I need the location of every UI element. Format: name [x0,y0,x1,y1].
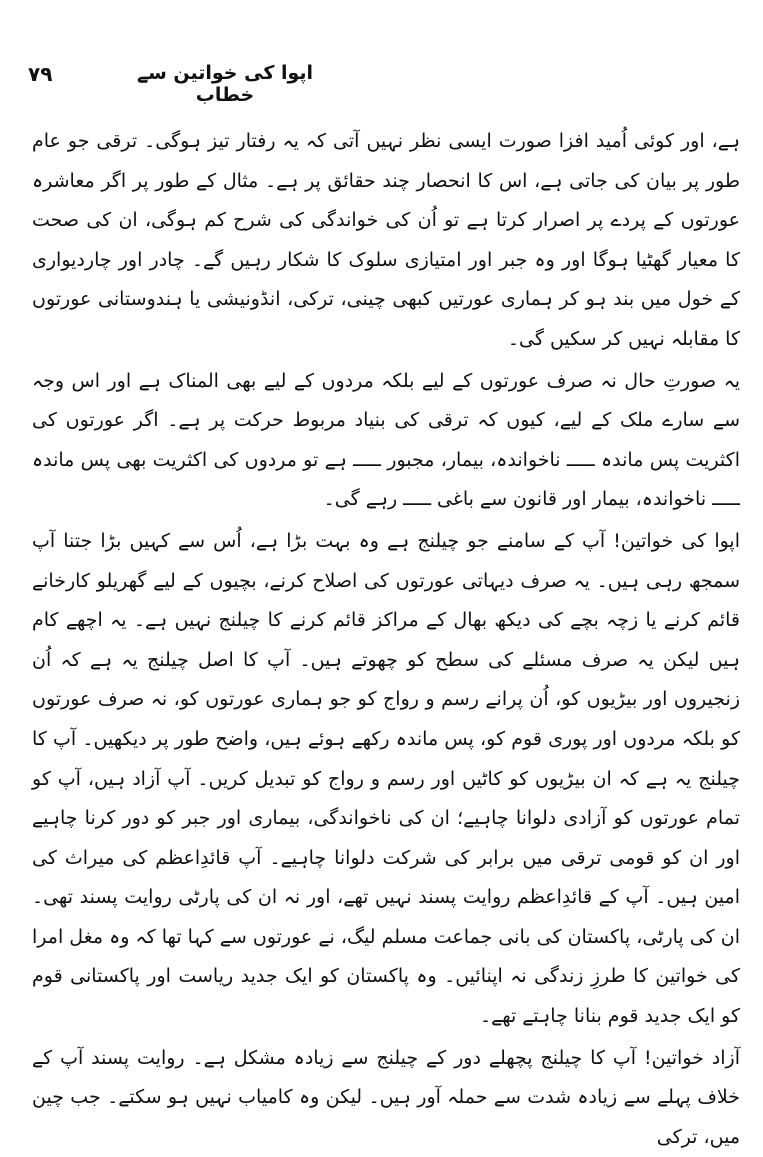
paragraph-2: یہ صورتِ حال نہ صرف عورتوں کے لیے بلکہ مردوں کے لیے بھی المناک ہے اور اس وجہ سے سارے ملک کے لیے، کیوں کہ ترقی کی بنیاد مربوط حرکت پر ہے۔ اگر عورتوں کی اکثریت پس ماندہ ـــــ ناخواندہ، بیمار، مجبور ـــــ ہے تو مردوں کی اکثریت بھی پس ماندہ ـــــ ناخواندہ، بیمار اور قانون سے باغی ـــــ رہے گی۔ [32,369,740,511]
paragraph-1: ہے، اور کوئی اُمید افزا صورت ایسی نظر نہیں آتی کہ یہ رفتار تیز ہوگی۔ ترقی جو عام طور پر بیان کی جاتی ہے، اس کا انحصار چند حقائق پر ہے۔ مثال کے طور پر اگر معاشرہ عورتوں کے پردے پر اصرار کرتا ہے تو اُن کی خواندگی کی شرح کم ہوگی، ان کی صحت کا معیار گھٹیا ہوگا اور وہ جبر اور امتیازی سلوک کا شکار رہیں گے۔ چادر اور چاردیواری کے خول میں بند ہو کر ہماری عورتیں کبھی چینی، ترکی، انڈونیشی یا ہندوستانی عورتوں کا مقابلہ نہیں کر سکیں گی۔ [32,130,740,350]
body-text [32,122,740,1157]
paragraph-4: آزاد خواتین! آپ کا چیلنج پچھلے دور کے چیلنج سے زیادہ مشکل ہے۔ روایت پسند آپ کے خلاف پہلے سے زیادہ شدت سے حملہ آور ہیں۔ لیکن وہ کامیاب نہیں ہو سکتے۔ جب چین میں، ترکی [32,1046,740,1148]
paragraph-3: اپوا کی خواتین! آپ کے سامنے جو چیلنج ہے وہ بہت بڑا ہے، اُس سے کہیں بڑا جتنا آپ سمجھ رہی ہیں۔ یہ صرف دیہاتی عورتوں کی اصلاح کرنے، بچیوں کے لیے گھریلو کارخانے قائم کرنے یا زچہ بچے کی دیکھ بھال کے مراکز قائم کرنے کا چیلنج نہیں ہے۔ یہ اچھے کام ہیں لیکن یہ صرف مسئلے کی سطح کو چھوتے ہیں۔ آپ کا اصل چیلنج یہ ہے کہ اُن زنجیروں اور بیڑیوں کو، اُن پرانے رسم و رواج کو جو ہماری عورتوں کو، نہ صرف عورتوں کو بلکہ مردوں اور پوری قوم کو، پس ماندہ رکھے ہوئے ہیں، واضح طور پر دیکھیں۔ آپ کا چیلنج یہ ہے کہ ان بیڑیوں کو کاٹیں اور رسم و رواج کو تبدیل کریں۔ آپ آزاد ہیں، آپ کو تمام عورتوں کو آزادی دلوانا چاہیے؛ ان کی ناخواندگی، بیماری اور جبر کو دور کرنا چاہیے اور ان کو قومی ترقی میں برابر کی شرکت دلوانا چاہیے۔ آپ قائدِاعظم کی میراث کی امین ہیں۔ آپ کے قائدِاعظم روایت پسند نہیں تھے، اور نہ ان کی پارٹی روایت پسند تھی۔ ان کی پارٹی، پاکستان کی بانی جماعت مسلم لیگ، نے عورتوں سے کہا تھا کہ وہ مغل امرا کی خواتین کا طرزِ زندگی نہ اپنائیں۔ وہ پاکستان کو ایک جدید ریاست اور پاکستانی قوم کو ایک جدید قوم بنانا چاہتے تھے۔ [32,529,740,1028]
page-header [0,56,763,106]
page-number: ۷۹ [28,62,53,86]
running-title: اپوا کی خواتین سے خطاب [136,62,314,106]
